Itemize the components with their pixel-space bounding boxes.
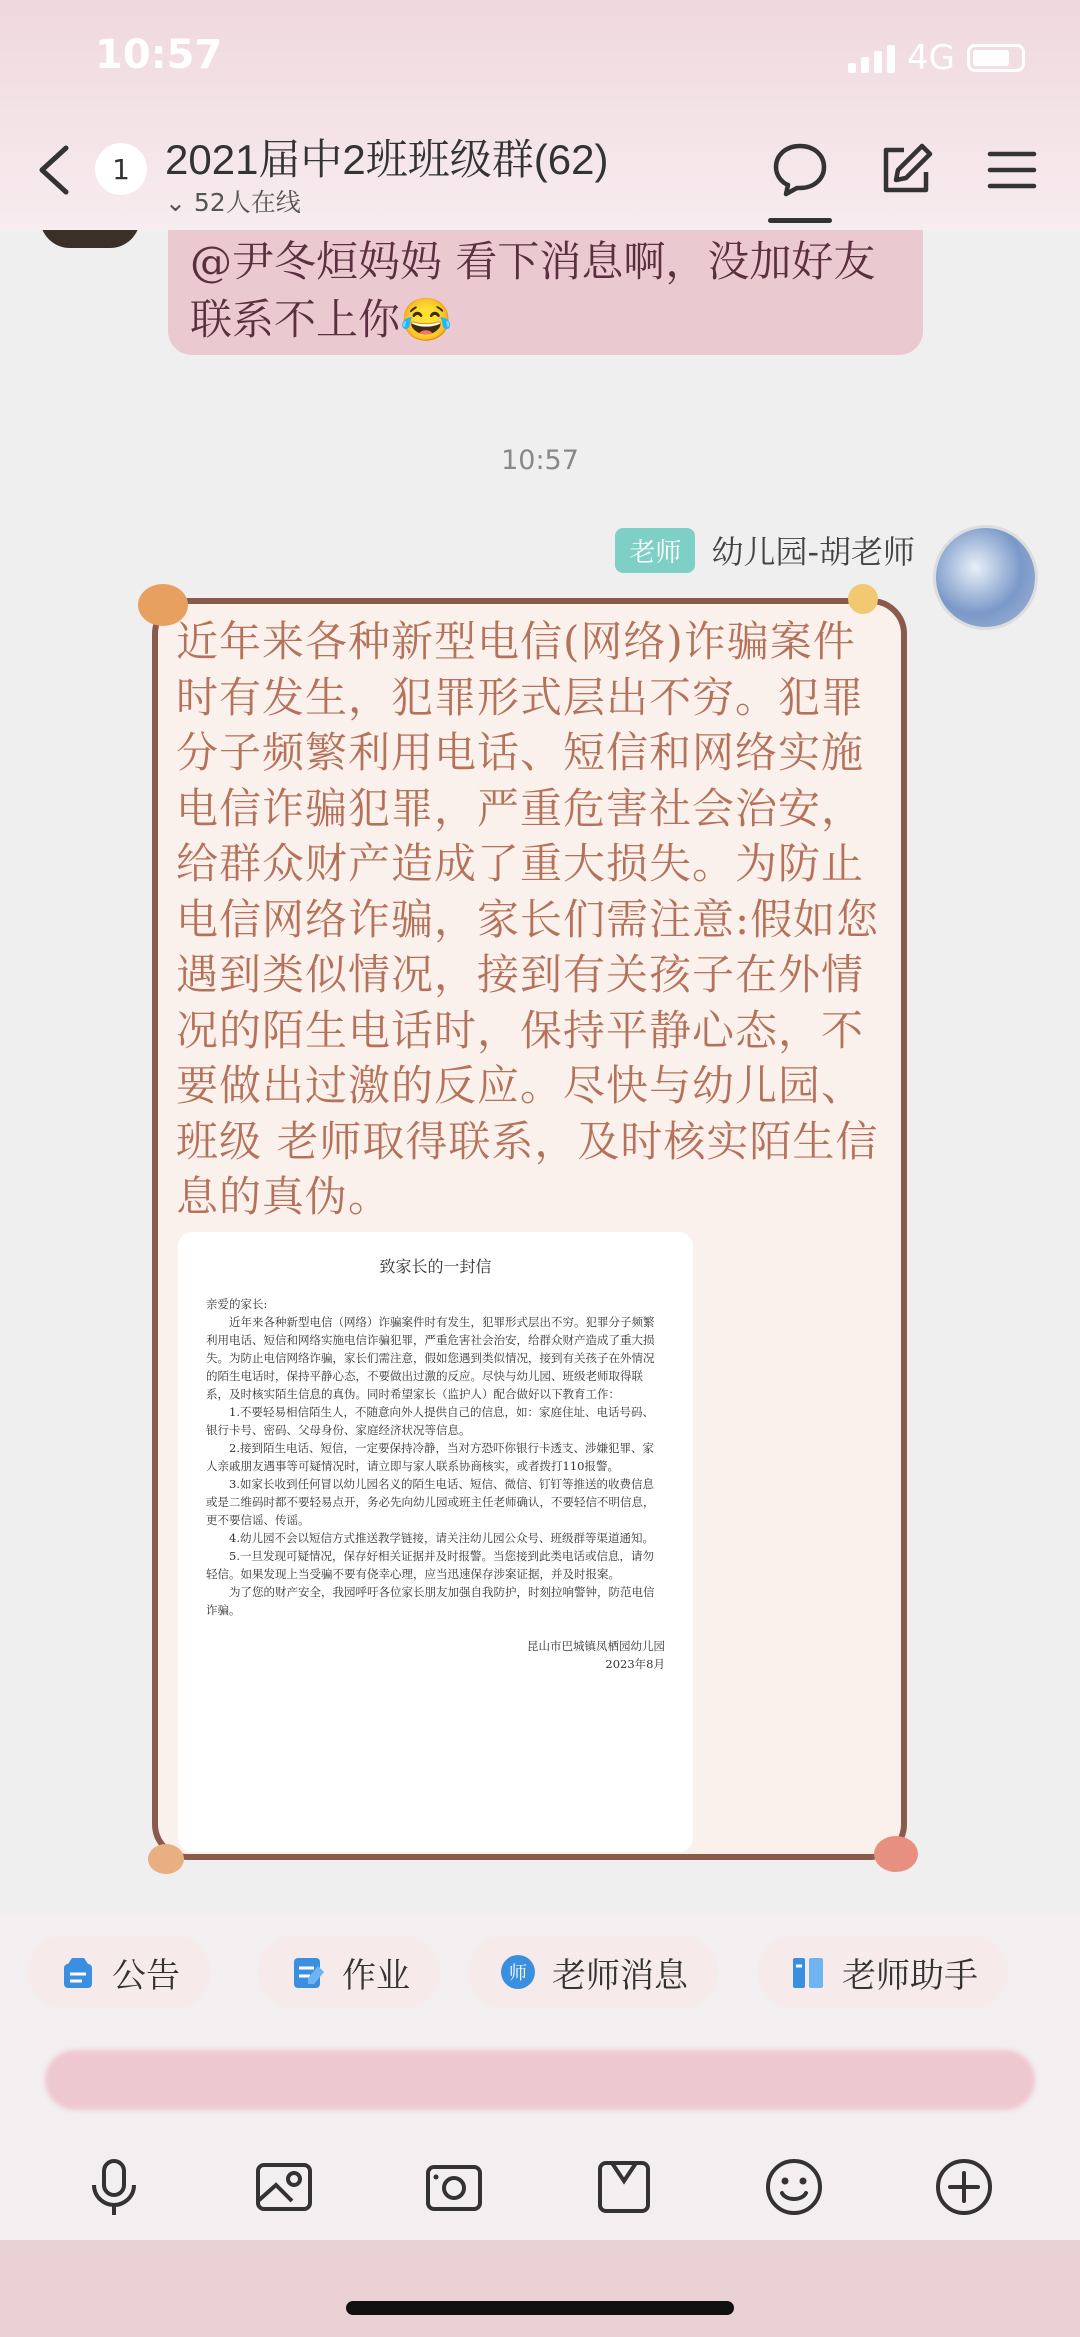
- letter-paragraph: 近年来各种新型电信（网络）诈骗案件时有发生，犯罪形式层出不穷。犯罪分子频繁利用电话、短信和网络实施电信诈骗犯罪，严重危害社会治安，给群众财产造成了重大损失。为防止电信网络诈骗，家长们需注意，假如您遇到类似情况，接到有关孩子在外情况的陌生电话时，保持平静心态，不要做出过激的反应。尽快与幼儿园、班级老师取得联系，及时核实陌生信息的真伪。同时希望家长（监护人）配合做好以下教育工作：: [206, 1315, 655, 1401]
- battery-icon: [967, 44, 1025, 72]
- letter-paragraph: 4.幼儿园不会以短信方式推送教学链接，请关注幼儿园公众号、班级群等渠道通知。: [229, 1531, 654, 1545]
- camera-icon[interactable]: [422, 2155, 486, 2219]
- sparkle-icon: [848, 584, 878, 614]
- online-count-text: 52人在线: [193, 188, 301, 217]
- teacher-assistant-label: 老师助手: [842, 1955, 978, 1996]
- top-bar: [0, 0, 1080, 230]
- svg-text:师: 师: [509, 1963, 527, 1984]
- sender-name: 幼儿园-胡老师: [711, 533, 915, 571]
- letter-paragraph: 2.接到陌生电话、短信，一定要保持冷静，当对方恐吓你银行卡透支、涉嫌犯罪、家人亲戚朋友遇事等可疑情况时，请立即与家人联系协商核实，或者拨打110报警。: [206, 1441, 654, 1473]
- previous-message-bubble[interactable]: @尹冬烜妈妈 看下消息啊，没加好友联系不上你😂: [168, 225, 923, 355]
- sender-avatar[interactable]: [933, 525, 1038, 630]
- letter-greeting: 亲爱的家长:: [206, 1297, 268, 1311]
- homework-icon: [288, 1952, 328, 1992]
- group-title[interactable]: 2021届中2班班级群(62): [165, 136, 609, 183]
- menu-icon[interactable]: [982, 140, 1042, 200]
- edit-icon[interactable]: [876, 140, 936, 200]
- teacher-message-button[interactable]: [468, 1935, 718, 2009]
- bottom-bar: [0, 2240, 1080, 2337]
- home-indicator[interactable]: [346, 2301, 734, 2315]
- homework-label: 作业: [342, 1955, 410, 1996]
- teacher-assistant-button[interactable]: [758, 1935, 1008, 2009]
- teacher-message-label: 老师消息: [552, 1955, 688, 1996]
- status-indicators: [848, 38, 1025, 78]
- bear-sticker-icon: [138, 584, 188, 626]
- emoji-icon[interactable]: [762, 2155, 826, 2219]
- file-icon[interactable]: [592, 2155, 656, 2219]
- active-tab-underline: [768, 218, 832, 223]
- message-body: 近年来各种新型电信(网络)诈骗案件时有发生，犯罪形式层出不穷。犯罪分子频繁利用电话、短信和网络实施电信诈骗犯罪，严重危害社会治安，给群众财产造成了重大损失。为防止电信网络诈骗，家长们需注意:假如您遇到类似情况，接到有关孩子在外情况的陌生电话时，保持平静心态，不要做出过激的反应。尽快与幼儿园、班级 老师取得联系，及时核实陌生信息的真伪。: [176, 617, 880, 1221]
- letter-signature-org: 昆山市巴城镇凤栖园幼儿园: [527, 1639, 665, 1653]
- image-icon[interactable]: [252, 2155, 316, 2219]
- role-tag: 老师: [615, 528, 695, 573]
- letter-paragraph: 3.如家长收到任何冒以幼儿园名义的陌生电话、短信、微信、钉钉等推送的收费信息或是二维码时都不要轻易点开，务必先向幼儿园或班主任老师确认，不要轻信不明信息，更不要信谣、传谣。: [206, 1477, 655, 1527]
- message-input[interactable]: [45, 2050, 1035, 2110]
- online-count[interactable]: ⌄ 52人在线: [165, 188, 301, 217]
- teacher-message-icon: [498, 1952, 538, 1992]
- microphone-icon[interactable]: [82, 2155, 146, 2219]
- letter-paragraph: 1.不要轻易相信陌生人，不随意向外人提供自己的信息，如：家庭住址、电话号码、银行卡号、密码、父母身份、家庭经济状况等信息。: [206, 1405, 654, 1437]
- letter-paragraph: 5.一旦发现可疑情况，保存好相关证据并及时报警。当您接到此类电话或信息，请勿轻信。如果发现上当受骗不要有侥幸心理，应当迅速保存涉案证据，并及时报案。: [206, 1549, 654, 1581]
- network-type: 4G: [907, 38, 955, 78]
- chat-header: [0, 115, 1080, 230]
- teacher-assistant-icon: [788, 1952, 828, 1992]
- status-time: 10:57: [95, 32, 223, 78]
- plus-icon[interactable]: [932, 2155, 996, 2219]
- signal-icon: [848, 43, 895, 73]
- back-icon[interactable]: [30, 140, 80, 200]
- letter-title: 致家长的一封信: [379, 1257, 492, 1276]
- letter-signature: [206, 1637, 665, 1673]
- announcement-icon: [58, 1952, 98, 1992]
- homework-button[interactable]: [258, 1935, 440, 2009]
- input-area: [0, 2025, 1080, 2240]
- message-timestamp: 10:57: [501, 445, 579, 476]
- letter-image[interactable]: [178, 1232, 693, 1852]
- announcement-button[interactable]: [28, 1935, 210, 2009]
- quick-actions-bar: [0, 1915, 1080, 2025]
- planet-sticker-icon: [148, 1844, 184, 1874]
- chat-bubble-icon[interactable]: [770, 140, 830, 200]
- flower-sticker-icon: [874, 1836, 918, 1872]
- letter-date: 2023年8月: [605, 1657, 665, 1671]
- unread-badge[interactable]: 1: [95, 143, 147, 195]
- message-card[interactable]: [152, 598, 907, 1860]
- sender-info: [615, 527, 915, 573]
- announcement-label: 公告: [112, 1955, 180, 1996]
- letter-paragraph: 为了您的财产安全，我园呼吁各位家长朋友加强自我防护，时刻拉响警钟，防范电信诈骗。: [206, 1585, 655, 1617]
